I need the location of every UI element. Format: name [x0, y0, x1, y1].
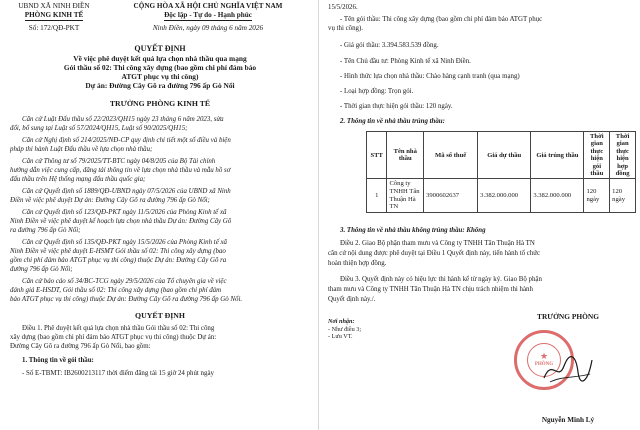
- col-header-bidder: Tên nhà thầu: [387, 132, 424, 179]
- package-price: - Giá gói thầu: 3.394.583.539 đồng.: [340, 42, 439, 49]
- investor-name: - Tên Chủ đầu tư: Phòng Kinh tế xã Ninh Điền.: [340, 58, 471, 65]
- cell-bidder: Công ty TNHH Tân Thuận Hà TN: [387, 179, 424, 212]
- basis-4-line-1: Căn cứ Quyết định số 1889/QĐ-UBND ngày 07/5/2026 của UBND xã Ninh: [22, 188, 231, 195]
- basis-2-line-1: Căn cứ Nghị định số 214/2025/NĐ-CP quy định chi tiết một số điều và biện: [22, 137, 231, 144]
- basis-3-line-2: hướng dẫn việc cung cấp, đăng tải thông tin về lựa chọn nhà thầu và mẫu hồ sơ: [10, 167, 231, 174]
- package-name-line-1: - Tên gói thầu: Thi công xây dựng (bao gồm chi phí đảm bảo ATGT phục: [340, 16, 543, 23]
- basis-5-line-1: Căn cứ Quyết định số 123/QĐ-PKT ngày 11/5/2026 của Phòng Kinh tế xã: [22, 209, 227, 216]
- package-duration: - Thời gian thực hiện gói thầu: 120 ngày.: [340, 103, 453, 110]
- signature-area: [508, 322, 628, 412]
- authority-heading: TRƯỞNG PHÒNG KINH TẾ: [109, 99, 211, 108]
- recipient-item: - Lưu VT.: [328, 333, 353, 341]
- article1-line-3: Đường Cây Gõ ra đường 796 ấp Gò Nổi, bao gồm:: [10, 343, 151, 350]
- basis-7-line-1: Căn cứ báo cáo số 34/BC-TCG ngày 29/5/2026 của Tổ chuyên gia về việc: [22, 278, 227, 285]
- issuing-agency: [6, 2, 102, 33]
- doc-number: Số: 172/QĐ-PKT: [28, 24, 80, 32]
- basis-6-line-2: Ninh Điền về việc phê duyệt E-HSMT Gói thầu số 02: Thi công xây dựng (bao: [10, 248, 226, 255]
- article2-line-1: Điều 2. Giao Bộ phận tham mưu và Công ty TNHH Tân Thuận Hà TN: [340, 240, 535, 247]
- col-header-bid-price: Giá dự thầu: [478, 132, 531, 179]
- stamp-text: PHÒNG: [534, 362, 554, 367]
- signer-title: TRƯỞNG PHÒNG: [537, 312, 599, 321]
- winning-bidder-table: [366, 131, 636, 213]
- col-header-package-time: Thời gian thực hiện gói thầu: [584, 132, 610, 179]
- document-header: [6, 2, 312, 40]
- selection-method: - Hình thức lựa chọn nhà thầu: Chào hàng cạnh tranh (qua mạng): [340, 73, 520, 80]
- basis-7-line-2: đánh giá E-HSDT, Gói thầu số 02: Thi công xây dựng (bao gồm chi phí đảm: [10, 287, 222, 294]
- article3-line-2: tham mưu và Công ty TNHH Tân Thuận Hà TN chịu trách nhiệm thi hành: [328, 286, 533, 293]
- subject-line-1: Về việc phê duyệt kết quả lựa chọn nhà thầu qua mạng: [73, 54, 247, 63]
- right-column: [320, 0, 640, 430]
- section1-title: 1. Thông tin về gói thầu:: [22, 357, 94, 364]
- decision-heading: QUYẾT ĐỊNH: [134, 44, 186, 53]
- basis-1-line-2: đổi, bổ sung tại Luật số 57/2024/QH15, Luật số 90/2025/QH15;: [10, 125, 188, 132]
- package-name-line-2: vụ thi công).: [328, 25, 364, 32]
- col-header-contract-time: Thời gian thực hiện hợp đồng: [610, 132, 636, 179]
- recipients-block: [328, 318, 418, 341]
- agency-name: PHÒNG KINH TẾ: [24, 11, 84, 19]
- basis-5-line-3: ra đường 796 ấp Gò Nổi;: [10, 227, 81, 234]
- cell-tax-code: 3900602637: [424, 179, 478, 212]
- article2-line-2: căn cứ nội dung được phê duyệt tại Điều 1 Quyết định này, tiến hành tổ chức: [328, 250, 541, 257]
- cell-contract-time: 120 ngày: [610, 179, 636, 212]
- col-header-award-price: Giá trúng thầu: [531, 132, 584, 179]
- recipient-item: - Như điều 3;: [328, 325, 362, 333]
- agency-top: UBND XÃ NINH ĐIỀN: [18, 2, 90, 10]
- basis-3-line-3: đấu thầu trên Hệ thống mạng đấu thầu quốc gia;: [10, 176, 146, 183]
- cell-stt: 1: [367, 179, 387, 212]
- subject-line-2: Gói thầu số 02: Thi công xây dựng (bao gồm chi phí đảm bảo: [63, 63, 257, 72]
- decision-subheading: QUYẾT ĐỊNH: [135, 311, 185, 320]
- subject-line-4: Dự án: Đường Cây Gõ ra đường 796 ấp Gò Nổi: [85, 81, 235, 90]
- signer-name: Nguyễn Minh Lý: [541, 416, 595, 424]
- section2-title: 2. Thông tin về nhà thầu trúng thầu:: [340, 118, 445, 125]
- etbmt-line: - Số E-TBMT: IB2600213117 thời điểm đăng tải 15 giờ 24 phút ngày: [22, 370, 214, 377]
- left-column: [0, 0, 319, 430]
- basis-1-line-1: Căn cứ Luật Đấu thầu số 22/2023/QH15 ngày 23 tháng 6 năm 2023, sửa: [22, 116, 224, 123]
- cell-package-time: 120 ngày: [584, 179, 610, 212]
- basis-4-line-2: Điền về việc phê duyệt Dự án: Đường Cây Gõ ra đường 796 ấp Gò Nổi;: [10, 197, 210, 204]
- basis-6-line-1: Căn cứ Quyết định số 135/QĐ-PKT ngày 15/5/2026 của Phòng Kinh tế xã: [22, 239, 227, 246]
- basis-3-line-1: Căn cứ Thông tư số 79/2025/TT-BTC ngày 04/8/205 của Bộ Tài chính: [22, 158, 216, 165]
- col-header-stt: STT: [367, 132, 387, 179]
- etbmt-date-cont: 15/5/2026.: [328, 4, 358, 11]
- motto: Độc lập - Tự do - Hạnh phúc: [164, 11, 252, 19]
- article1-line-2: xây dựng (bao gồm chi phí đảm bảo ATGT phục vụ thi công) thuộc Dự án:: [10, 334, 217, 341]
- article3-line-1: Điều 3. Quyết định này có hiệu lực thi hành kể từ ngày ký. Giao Bộ phận: [340, 276, 542, 283]
- national-header: [104, 2, 312, 33]
- article1-line-1: Điều 1. Phê duyệt kết quả lựa chọn nhà thầu Gói thầu số 02: Thi công: [22, 325, 215, 332]
- section3-title: 3. Thông tin về nhà thầu không trúng thầu: Không: [340, 227, 486, 234]
- table-row: [367, 179, 636, 212]
- cell-award-price: 3.382.000.000: [531, 179, 584, 212]
- article2-line-3: hoàn thiện hợp đồng.: [328, 260, 387, 267]
- basis-2-line-2: pháp thi hành Luật Đấu thầu về lựa chọn nhà thầu;: [10, 146, 153, 153]
- subject-line-3: ATGT phục vụ thi công): [121, 72, 199, 81]
- basis-5-line-2: Ninh Điền về việc phê duyệt kế hoạch lựa chọn nhà thầu Dự án: Đường Cây Gõ: [10, 218, 232, 225]
- table-header-row: [367, 132, 636, 179]
- cell-bid-price: 3.382.000.000: [478, 179, 531, 212]
- nation-title: CỘNG HÒA XÃ HỘI CHỦ NGHĨA VIỆT NAM: [133, 2, 283, 10]
- place-date: Ninh Điền, ngày 09 tháng 6 năm 2026: [152, 24, 264, 32]
- contract-type: - Loại hợp đồng: Trọn gói.: [340, 88, 414, 95]
- basis-7-line-3: bảo ATGT phục vụ thi công) thuộc Dự án: Đường Cây Gõ ra đường 796 ấp Gò Nổi.: [10, 296, 243, 303]
- col-header-tax-code: Mã số thuế: [424, 132, 478, 179]
- article3-line-3: Quyết định này./.: [328, 296, 376, 303]
- recipients-label: Nơi nhận:: [328, 318, 355, 325]
- handwritten-signature-icon: [542, 352, 594, 386]
- stamp-star-icon: ★: [539, 351, 549, 361]
- basis-6-line-3: gồm chi phí đảm bảo ATGT phục vụ thi công) thuộc Dự án: Đường Cây Gõ ra: [10, 257, 227, 264]
- basis-6-line-4: đường 796 ấp Gò Nổi;: [10, 266, 73, 273]
